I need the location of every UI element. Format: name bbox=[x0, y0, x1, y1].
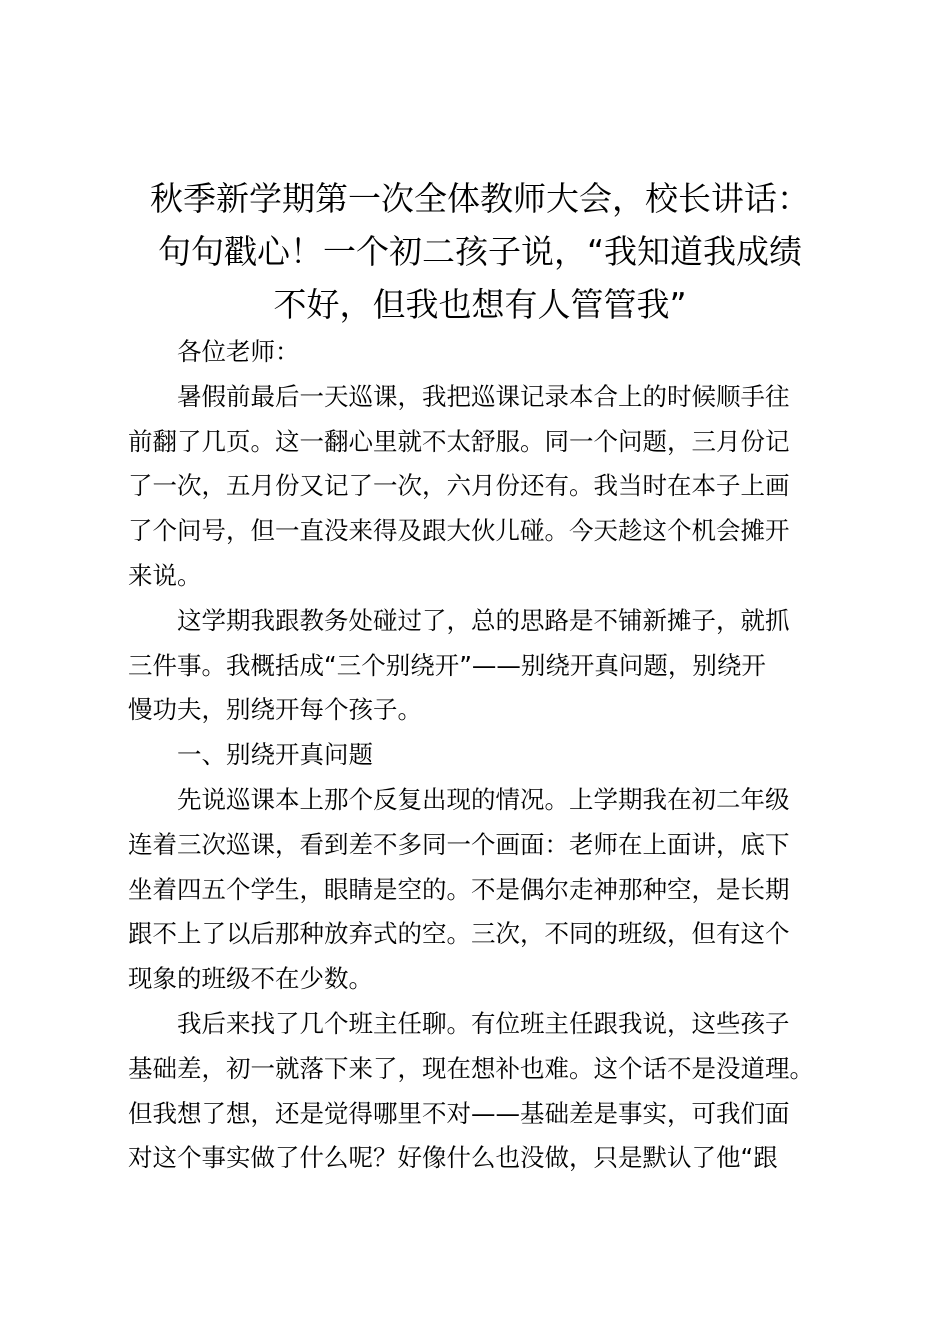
text-line: 一、别绕开真问题 bbox=[177, 740, 373, 770]
salutation bbox=[128, 330, 832, 375]
title-line: 不好，但我也想有人管管我” bbox=[273, 285, 687, 324]
text-line: 了一次，五月份又记了一次，六月份还有。我当时在本子上画 bbox=[128, 471, 790, 501]
text-line: 了个问号，但一直没来得及跟大伙儿碰。今天趁这个机会摊开 bbox=[128, 516, 790, 546]
text-line: 前翻了几页。这一翻心里就不太舒服。同一个问题，三月份记 bbox=[128, 426, 790, 456]
text-line: 这学期我跟教务处碰过了，总的思路是不铺新摊子，就抓 bbox=[177, 605, 790, 635]
text-line: 暑假前最后一天巡课，我把巡课记录本合上的时候顺手往 bbox=[177, 381, 790, 411]
text-line: 三件事。我概括成“三个别绕开”——别绕开真问题，别绕开 bbox=[128, 650, 766, 680]
text-line: 来说。 bbox=[128, 560, 202, 590]
text-line: 慢功夫，别绕开每个孩子。 bbox=[128, 695, 422, 725]
section-heading bbox=[128, 733, 832, 778]
text-line: 现象的班级不在少数。 bbox=[128, 964, 373, 994]
document-body bbox=[128, 330, 832, 1181]
paragraph bbox=[128, 778, 832, 1002]
text-line: 但我想了想，还是觉得哪里不对——基础差是事实，可我们面 bbox=[128, 1098, 790, 1128]
text-line: 各位老师： bbox=[177, 337, 300, 366]
text-line: 我后来找了几个班主任聊。有位班主任跟我说，这些孩子 bbox=[177, 1008, 790, 1038]
title-line: 句句戳心！一个初二孩子说，“我知道我成绩 bbox=[157, 232, 803, 271]
text-line: 对这个事实做了什么呢？好像什么也没做，只是默认了他“跟 bbox=[128, 1143, 778, 1173]
text-line: 连着三次巡课，看到差不多同一个画面：老师在上面讲，底下 bbox=[128, 829, 790, 859]
document-title bbox=[128, 172, 832, 331]
paragraph bbox=[128, 375, 832, 599]
text-line: 先说巡课本上那个反复出现的情况。上学期我在初二年级 bbox=[177, 784, 790, 814]
title-line: 秋季新学期第一次全体教师大会，校长讲话： bbox=[150, 179, 810, 218]
paragraph bbox=[128, 599, 832, 733]
text-line: 基础差，初一就落下来了，现在想补也难。这个话不是没道理。 bbox=[128, 1053, 814, 1083]
paragraph bbox=[128, 1002, 832, 1181]
text-line: 跟不上了以后那种放弃式的空。三次，不同的班级，但有这个 bbox=[128, 919, 790, 949]
text-line: 坐着四五个学生，眼睛是空的。不是偶尔走神那种空，是长期 bbox=[128, 874, 790, 904]
